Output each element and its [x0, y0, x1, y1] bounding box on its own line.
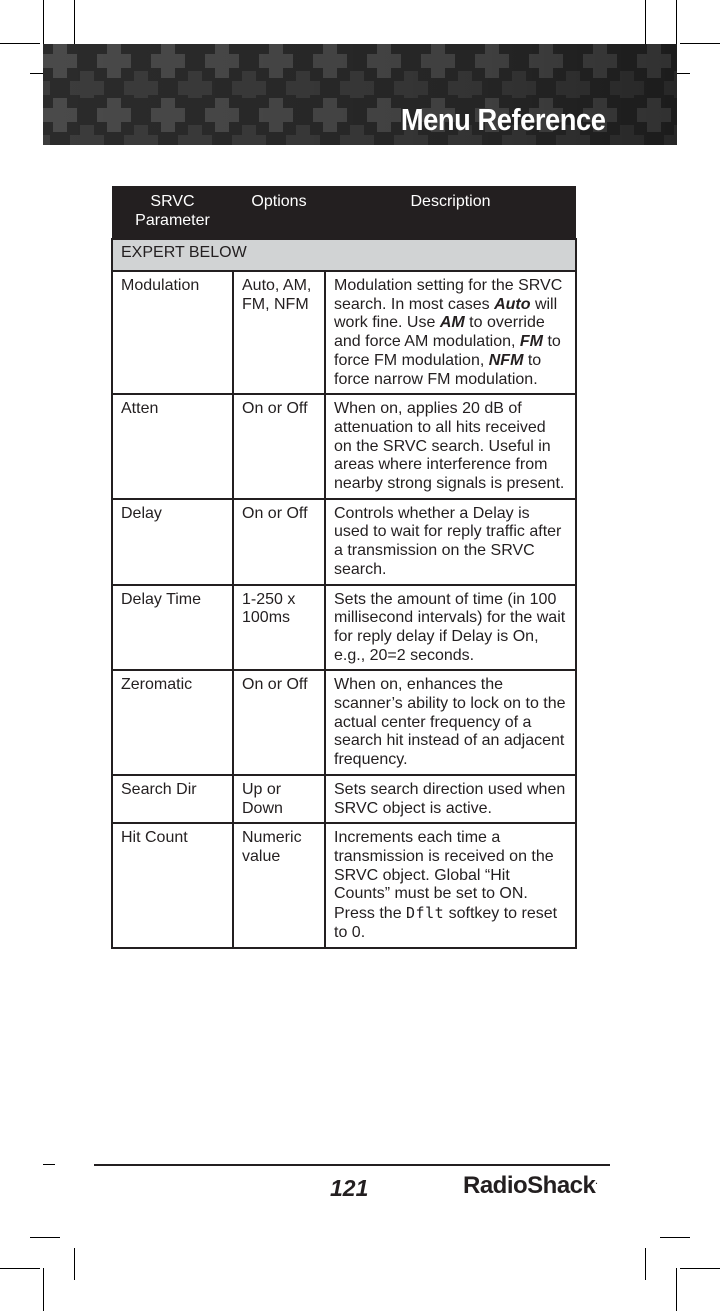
description-text: to force narrow FM modulation.: [334, 351, 542, 388]
description-cell: [325, 585, 576, 671]
crop-mark: [43, 0, 44, 45]
description-text: Sets search direction used when SRVC object is active.: [334, 780, 566, 817]
srvc-parameter-table: [111, 186, 577, 949]
options-cell: Auto, AM, FM, NFM: [233, 271, 325, 394]
crop-mark: [645, 1248, 646, 1280]
description-text: Modulation setting for the SRVC search. In most cases: [334, 277, 563, 313]
column-header-parameter: SRVC Parameter: [112, 186, 233, 239]
crop-mark: [43, 1164, 55, 1165]
crop-mark: [30, 1237, 60, 1238]
table-row: [112, 499, 576, 585]
page-number: 121: [330, 1175, 369, 1201]
description-text: Sets the amount of time (in 100 millisecond intervals) for the wait for reply delay if Delay is On, e.g., 20=2 seconds.: [334, 590, 566, 664]
brand-name: RadioShack: [463, 1172, 596, 1199]
description-text: to force FM modulation,: [334, 333, 561, 369]
parameter-cell: Modulation: [112, 271, 233, 394]
description-text: will work fine. Use: [334, 295, 558, 332]
parameter-cell: Zeromatic: [112, 670, 233, 775]
crop-mark: [0, 1268, 40, 1269]
description-cell: [325, 823, 576, 947]
column-header-description: Description: [325, 186, 576, 239]
table-row: [112, 775, 576, 823]
crop-mark: [676, 0, 677, 45]
crop-mark: [680, 1268, 720, 1269]
description-cell: [325, 499, 576, 585]
description-cell: [325, 394, 576, 499]
options-cell: Up or Down: [233, 775, 325, 823]
description-text: to override and force AM modulation,: [334, 314, 545, 351]
footer-rule: [94, 1164, 610, 1166]
emphasis-text: Auto: [494, 295, 531, 313]
options-cell: On or Off: [233, 670, 325, 775]
table-header-row: [112, 186, 576, 239]
options-cell: On or Off: [233, 394, 325, 499]
description-cell: [325, 670, 576, 775]
parameter-cell: Hit Count: [112, 823, 233, 947]
emphasis-text: AM: [439, 314, 465, 332]
table-row: [112, 670, 576, 775]
brand-logo: [463, 1172, 597, 1200]
crop-mark: [660, 1237, 690, 1238]
parameter-cell: Delay: [112, 499, 233, 585]
table-row: [112, 271, 576, 394]
options-cell: Numeric value: [233, 823, 325, 947]
section-row: [112, 239, 576, 271]
description-text: Controls whether a Delay is used to wait for reply traffic after a transmission on the SRVC search.: [334, 504, 562, 578]
page-title: Menu Reference: [400, 102, 605, 137]
section-label: EXPERT BELOW: [112, 239, 576, 271]
crop-mark: [74, 1248, 75, 1280]
lcd-softkey-label: Dflt: [406, 904, 445, 923]
options-cell: On or Off: [233, 499, 325, 585]
crop-mark: [0, 43, 40, 44]
emphasis-text: FM: [519, 333, 543, 351]
crop-mark: [43, 1268, 44, 1311]
emphasis-text: NFM: [488, 351, 524, 369]
table-row: [112, 823, 576, 947]
table-row: [112, 585, 576, 671]
crop-mark: [680, 43, 720, 44]
parameter-cell: Atten: [112, 394, 233, 499]
table-row: [112, 394, 576, 499]
options-cell: 1-250 x 100ms: [233, 585, 325, 671]
description-text: When on, enhances the scanner’s ability to lock on to the actual center frequency of a search hit instead of an adjacent frequency.: [334, 676, 566, 769]
description-cell: [325, 271, 576, 394]
brand-mark: .: [595, 1177, 598, 1186]
crop-mark: [676, 1268, 677, 1311]
parameter-cell: Delay Time: [112, 585, 233, 671]
description-cell: [325, 775, 576, 823]
description-text: When on, applies 20 dB of attenuation to all hits received on the SRVC search. Useful in areas where interference from nearby strong signals is present.: [334, 400, 565, 493]
header-banner: [43, 44, 677, 145]
description-text: softkey to reset to 0.: [334, 905, 558, 941]
description-text: Increments each time a transmission is received on the SRVC object. Global “Hit Counts” must be set to ON. Press the: [334, 829, 554, 923]
column-header-options: Options: [233, 186, 325, 239]
parameter-cell: Search Dir: [112, 775, 233, 823]
